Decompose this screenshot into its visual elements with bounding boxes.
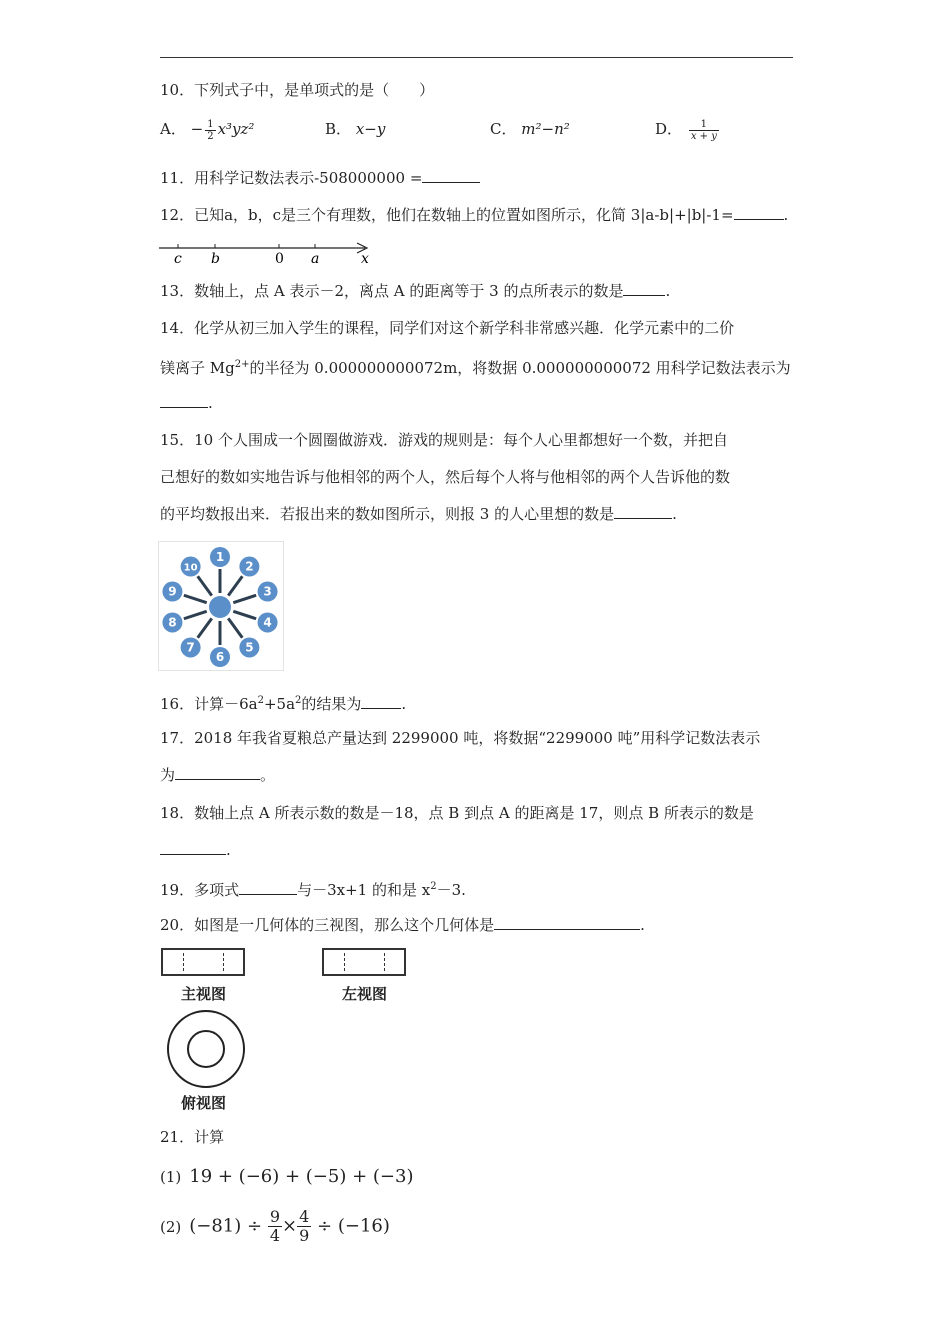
q15-end: . (672, 505, 677, 523)
q19-line (160, 877, 466, 900)
option-d-frac-den: x + y (690, 130, 717, 142)
q20-line (160, 915, 645, 935)
q13-end: . (665, 282, 671, 300)
q18-line2 (160, 840, 231, 860)
axis-label-c: c (174, 251, 182, 267)
q21-part-1 (160, 1166, 413, 1187)
option-d-fraction (689, 119, 719, 142)
q16-blank (361, 694, 401, 709)
option-b-expr: x−y (355, 120, 386, 138)
q15-circle-figure (158, 541, 284, 671)
inner-ring (188, 1031, 224, 1067)
q16-text-b: +5a (263, 695, 296, 713)
outer-ring (168, 1011, 244, 1087)
q16-exp-2: 2 (295, 695, 302, 706)
node-label-10: 10 (183, 562, 198, 574)
q12-number-line (155, 238, 385, 268)
node-label-5: 5 (245, 640, 254, 655)
axis-label-x: x (361, 251, 369, 267)
option-a-frac-den: 2 (207, 130, 214, 142)
q18-line1: 18．数轴上点 A 所表示数的数是－18，点 B 到点 A 的距离是 17，则点 B 所表示的数是 (160, 804, 754, 822)
q15-line1: 15．10 个人围成一个圆圈做游戏．游戏的规则是：每个人心里都想好一个数，并把自 (160, 431, 728, 449)
q10-option-b (325, 117, 385, 141)
q10-option-d (655, 117, 721, 142)
q10-stem: 10．下列式子中，是单项式的是（ ） (160, 81, 435, 99)
front-view-hidden-line-left (183, 953, 184, 971)
left-view-hidden-line-right (384, 953, 385, 971)
center-dot (209, 596, 231, 618)
option-d-label: D． (655, 120, 683, 138)
option-a-label: A． (160, 120, 186, 138)
q15-line3-text: 的平均数报出来．若报出来的数如图所示，则报 3 的人心里想的数是 (160, 505, 615, 523)
q18-blank (160, 840, 226, 855)
q21-p2-tag: (2) (160, 1217, 182, 1236)
q21-p2-end: ÷ (−16) (317, 1215, 390, 1237)
q16-end: . (401, 695, 407, 713)
q16-text-c: 的结果为 (301, 695, 362, 713)
q21-fraction-2 (297, 1208, 311, 1245)
q21-title: 21．计算 (160, 1128, 225, 1146)
q21-f2-num: 4 (299, 1207, 310, 1226)
option-a-frac-num: 1 (207, 118, 214, 130)
q14-blank (160, 393, 208, 408)
q17-line1: 17．2018 年我省夏粮总产量达到 2299000 吨，将数据“2299000 吨”用科学记数法表示 (160, 729, 761, 747)
left-view-caption: 左视图 (342, 985, 388, 1003)
q17-line2 (160, 765, 275, 785)
q11-line (160, 168, 480, 188)
q14-line1: 14．化学从初三加入学生的课程，同学们对这个新学科非常感兴趣．化学元素中的二价 (160, 319, 735, 337)
q10-option-c (490, 117, 570, 141)
option-a-rest: x³yz² (217, 120, 255, 138)
top-view-rings (164, 1008, 248, 1092)
q21-p2-a: (−81) ÷ (189, 1215, 263, 1237)
q12-text: 12．已知a，b，c是三个有理数，他们在数轴上的位置如图所示，化简 3|a-b|+|b|-1= (160, 206, 734, 224)
axis-label-b: b (211, 251, 220, 267)
q12-end: . (783, 206, 789, 224)
q14-line3 (160, 393, 213, 413)
header-rule (160, 57, 793, 58)
left-view-rect (322, 948, 406, 976)
q11-text: 11．用科学记数法表示-508000000 = (160, 169, 423, 187)
q19-blank (239, 880, 297, 895)
q21-p2-times: × (282, 1215, 298, 1237)
q10-option-a (160, 117, 254, 142)
q15-line2: 己想好的数如实地告诉与他相邻的两个人，然后每个人将与他相邻的两个人告诉他的数 (160, 468, 731, 486)
node-label-3: 3 (263, 584, 272, 599)
option-a-sign: − (190, 120, 204, 138)
q13-text: 13．数轴上，点 A 表示－2，离点 A 的距离等于 3 的点所表示的数是 (160, 282, 624, 300)
node-label-9: 9 (168, 584, 177, 599)
front-view-caption: 主视图 (181, 985, 227, 1003)
top-view-caption: 俯视图 (181, 1094, 227, 1112)
q16-text-a: 16．计算－6a (160, 695, 258, 713)
q18-end: . (226, 841, 231, 859)
axis-label-0: 0 (275, 251, 284, 267)
q16-line (160, 691, 406, 714)
q20-text: 20．如图是一几何体的三视图，那么这个几何体是 (160, 916, 495, 934)
q21-p1-tag: (1) (160, 1168, 182, 1186)
q15-line3 (160, 504, 677, 524)
q16-exp-1: 2 (257, 695, 264, 706)
q12-line (160, 205, 788, 225)
q19-exp: 2 (430, 881, 437, 892)
q20-end: . (640, 916, 645, 934)
q19-text-b: 与－3x+1 的和是 x (297, 881, 431, 899)
front-view-hidden-line-right (223, 953, 224, 971)
q21-f1-den: 4 (269, 1226, 281, 1245)
q12-blank (734, 205, 784, 220)
q19-text-a: 19．多项式 (160, 881, 240, 899)
option-b-label: B． (325, 120, 352, 138)
option-c-label: C． (490, 120, 517, 138)
option-d-frac-num: 1 (689, 119, 719, 131)
node-label-7: 7 (186, 640, 195, 655)
option-c-expr: m²−n² (521, 120, 570, 138)
node-label-8: 8 (168, 615, 177, 630)
front-view-rect (161, 948, 245, 976)
q21-part-2 (160, 1208, 390, 1245)
q15-blank (614, 504, 672, 519)
q13-line (160, 281, 670, 301)
q14-line2-a: 镁离子 Mg (160, 359, 235, 377)
q17-end: 。 (260, 766, 276, 784)
q17-blank (175, 765, 260, 780)
q20-blank (494, 915, 640, 930)
left-view-hidden-line-left (344, 953, 345, 971)
q14-line2 (160, 355, 791, 378)
node-label-4: 4 (263, 615, 272, 630)
axis-label-a: a (311, 251, 320, 267)
option-a-fraction (205, 119, 215, 142)
node-label-2: 2 (245, 559, 254, 574)
q21-fraction-1 (268, 1208, 282, 1245)
q14-end: . (208, 394, 213, 412)
node-label-1: 1 (215, 550, 225, 564)
q21-p1-expr: 19 + (−6) + (−5) + (−3) (189, 1166, 414, 1187)
q14-mg-charge: 2+ (234, 359, 250, 370)
q21-f2-den: 9 (299, 1226, 310, 1245)
q19-text-c: －3. (436, 881, 466, 899)
q14-line2-b: 的半径为 0.000000000072m，将数据 0.000000000072 用科学记数法表示为 (249, 359, 791, 377)
q17-line2-text: 为 (160, 766, 176, 784)
q13-blank (623, 281, 665, 296)
q11-blank (422, 168, 480, 183)
node-label-6: 6 (215, 650, 225, 664)
q21-f1-num: 9 (269, 1207, 281, 1226)
